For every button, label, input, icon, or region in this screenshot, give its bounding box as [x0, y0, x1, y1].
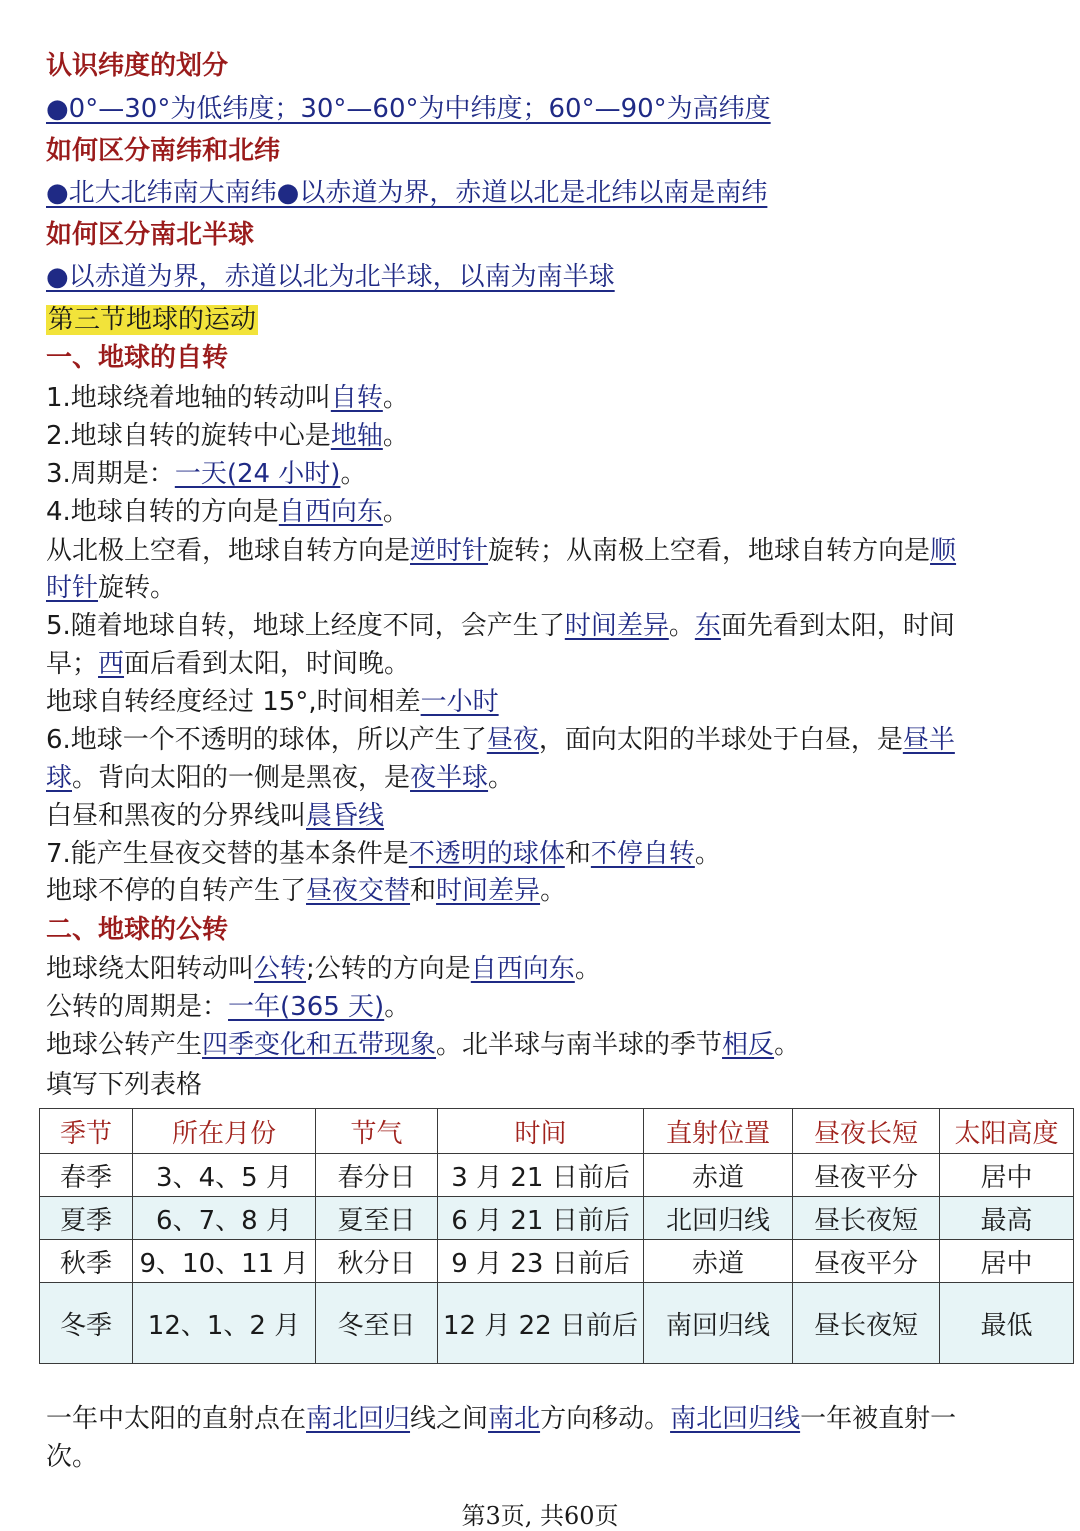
table-cell: 赤道	[644, 1154, 793, 1197]
rotation-effects-line	[46, 873, 1046, 909]
day-night-line-1	[46, 722, 1046, 758]
text: 面后看到太阳，时间晚。	[124, 649, 411, 679]
section-title: 第三节地球的运动	[48, 305, 257, 335]
text: 一年被直射一	[800, 1404, 957, 1434]
text: 3.周期是：	[46, 459, 175, 489]
text: 白昼和黑夜的分界线叫	[46, 801, 307, 831]
time-difference-line-1	[46, 608, 1046, 644]
answer: 南北	[488, 1404, 541, 1434]
text: 地球绕太阳转动叫	[46, 954, 255, 984]
direct-point-line-1	[46, 1401, 1046, 1437]
answer: 一小时	[420, 687, 499, 717]
text: 地球公转产生	[46, 1030, 203, 1060]
table-cell: 赤道	[644, 1240, 793, 1283]
time-difference-line-2	[46, 646, 1046, 682]
seasons-table	[39, 1108, 1074, 1364]
answer: 一天(24 小时)	[174, 459, 341, 489]
table-row	[40, 1197, 1074, 1240]
rotation-item-3	[46, 456, 1046, 492]
day-night-condition-line	[46, 836, 1046, 872]
answer: 不透明的球体	[408, 839, 565, 869]
answer: 四季变化和五带现象	[202, 1030, 437, 1060]
table-header: 所在月份	[133, 1109, 316, 1154]
table-cell: 12、1、2 月	[133, 1283, 316, 1364]
text: 地球自转经度经过 15°,时间相差	[46, 687, 421, 717]
revolution-definition-line	[46, 951, 1046, 987]
answer: 自西向东	[470, 954, 575, 984]
table-cell: 3、4、5 月	[133, 1154, 316, 1197]
table-intro: 填写下列表格	[46, 1070, 203, 1100]
rotation-direction-line-1	[46, 533, 1046, 569]
answer: 自西向东	[278, 497, 383, 527]
text: 和	[410, 876, 437, 906]
text: 。背向太阳的一侧是黑夜，是	[72, 763, 411, 793]
answer: 相反	[722, 1030, 775, 1060]
table-cell: 秋分日	[316, 1240, 438, 1283]
text: 早；	[46, 649, 99, 679]
text: 。	[774, 1030, 801, 1060]
answer: 昼半	[902, 725, 955, 755]
table-cell: 最高	[940, 1197, 1074, 1240]
north-south-latitude-content: ●北大北纬南大南纬●以赤道为界，赤道以北是北纬以南是南纬	[46, 178, 768, 208]
answer: 球	[46, 763, 73, 793]
answer: 西	[98, 649, 125, 679]
text: 。	[340, 459, 367, 489]
text: 。	[574, 954, 601, 984]
answer: 南北回归线	[670, 1404, 801, 1434]
table-row	[40, 1154, 1074, 1197]
text: 和	[564, 839, 591, 869]
table-header: 太阳高度	[940, 1109, 1074, 1154]
revolution-period-line	[46, 989, 1046, 1025]
table-cell: 6 月 21 日前后	[438, 1197, 644, 1240]
table-cell: 昼夜平分	[793, 1240, 940, 1283]
table-cell: 3 月 21 日前后	[438, 1154, 644, 1197]
text: 。	[384, 992, 411, 1022]
text: 公转的周期是：	[46, 992, 229, 1022]
table-cell: 夏至日	[316, 1197, 438, 1240]
direct-point-line-2: 次。	[46, 1442, 99, 1472]
answer: 自转	[330, 383, 383, 413]
text: 线之间	[410, 1404, 489, 1434]
text: 4.地球自转的方向是	[46, 497, 279, 527]
text: 面先看到太阳，时间	[720, 611, 955, 641]
table-row	[40, 1283, 1074, 1364]
table-header: 节气	[316, 1109, 438, 1154]
text: 6.地球一个不透明的球体，所以产生了	[46, 725, 487, 755]
table-cell: 9 月 23 日前后	[438, 1240, 644, 1283]
answer: 一年(365 天)	[228, 992, 385, 1022]
hemisphere-heading: 如何区分南北半球	[46, 220, 255, 250]
answer: 南北回归	[306, 1404, 411, 1434]
latitude-division-heading: 认识纬度的划分	[46, 51, 229, 81]
table-cell: 春季	[40, 1154, 133, 1197]
revolution-effects-line	[46, 1027, 1046, 1063]
table-cell: 9、10、11 月	[133, 1240, 316, 1283]
rotation-subheading: 一、地球的自转	[46, 343, 229, 373]
answer: 昼夜交替	[306, 876, 411, 906]
answer: 顺	[930, 536, 957, 566]
text: 地球不停的自转产生了	[46, 876, 307, 906]
table-cell: 居中	[940, 1154, 1074, 1197]
answer: 公转	[254, 954, 307, 984]
answer: 晨昏线	[306, 801, 385, 831]
text: 一年中太阳的直射点在	[46, 1404, 307, 1434]
rotation-item-1	[46, 380, 1046, 416]
revolution-subheading: 二、地球的公转	[46, 915, 229, 945]
text: 2.地球自转的旋转中心是	[46, 421, 331, 451]
rotation-item-4	[46, 494, 1046, 530]
text: 7.能产生昼夜交替的基本条件是	[46, 839, 409, 869]
answer: 夜半球	[410, 763, 489, 793]
table-row	[40, 1240, 1074, 1283]
table-cell: 冬季	[40, 1283, 133, 1364]
table-cell: 昼长夜短	[793, 1197, 940, 1240]
text: 。北半球与南半球的季节	[436, 1030, 723, 1060]
answer: 不停自转	[590, 839, 695, 869]
answer: 东	[694, 611, 721, 641]
north-south-latitude-heading: 如何区分南纬和北纬	[46, 136, 281, 166]
text: 。	[488, 763, 515, 793]
text: 1.地球绕着地轴的转动叫	[46, 383, 331, 413]
table-cell: 夏季	[40, 1197, 133, 1240]
text: 从北极上空看，地球自转方向是	[46, 536, 411, 566]
page-number: 第3页, 共60页	[461, 1502, 619, 1530]
text: 。	[382, 383, 409, 413]
day-night-line-2	[46, 760, 1046, 796]
text: ，面向太阳的半球处于白昼，是	[538, 725, 903, 755]
text: 旋转；从南极上空看，地球自转方向是	[488, 536, 931, 566]
terminator-line	[46, 798, 1046, 834]
text: ;公转的方向是	[306, 954, 471, 984]
table-cell: 北回归线	[644, 1197, 793, 1240]
latitude-division-content: ●0°—30°为低纬度；30°—60°为中纬度；60°—90°为高纬度	[46, 94, 771, 124]
table-cell: 秋季	[40, 1240, 133, 1283]
table-header: 时间	[438, 1109, 644, 1154]
table-header: 季节	[40, 1109, 133, 1154]
text: 5.随着地球自转，地球上经度不同，会产生了	[46, 611, 565, 641]
longitude-time-line	[46, 684, 1046, 720]
hemisphere-content: ●以赤道为界，赤道以北为北半球，以南为南半球	[46, 262, 615, 292]
text: 旋转。	[98, 573, 177, 603]
rotation-direction-line-2	[46, 570, 1046, 606]
table-cell: 昼夜平分	[793, 1154, 940, 1197]
answer: 时间差异	[564, 611, 669, 641]
table-cell: 南回归线	[644, 1283, 793, 1364]
table-cell: 居中	[940, 1240, 1074, 1283]
table-header: 昼夜长短	[793, 1109, 940, 1154]
answer: 逆时针	[410, 536, 489, 566]
section-title-wrap	[46, 302, 1046, 338]
table-cell: 12 月 22 日前后	[438, 1283, 644, 1364]
table-cell: 6、7、8 月	[133, 1197, 316, 1240]
text: 。	[382, 497, 409, 527]
table-cell: 昼长夜短	[793, 1283, 940, 1364]
rotation-item-2	[46, 418, 1046, 454]
answer: 时针	[46, 573, 99, 603]
text: 。	[540, 876, 567, 906]
table-header-row	[40, 1109, 1074, 1154]
answer: 地轴	[330, 421, 383, 451]
answer: 时间差异	[436, 876, 541, 906]
text: 。	[382, 421, 409, 451]
table-cell: 冬至日	[316, 1283, 438, 1364]
text: 。	[694, 839, 721, 869]
text: 。	[668, 611, 695, 641]
table-header: 直射位置	[644, 1109, 793, 1154]
answer: 昼夜	[486, 725, 539, 755]
text: 方向移动。	[540, 1404, 671, 1434]
table-cell: 最低	[940, 1283, 1074, 1364]
table-cell: 春分日	[316, 1154, 438, 1197]
